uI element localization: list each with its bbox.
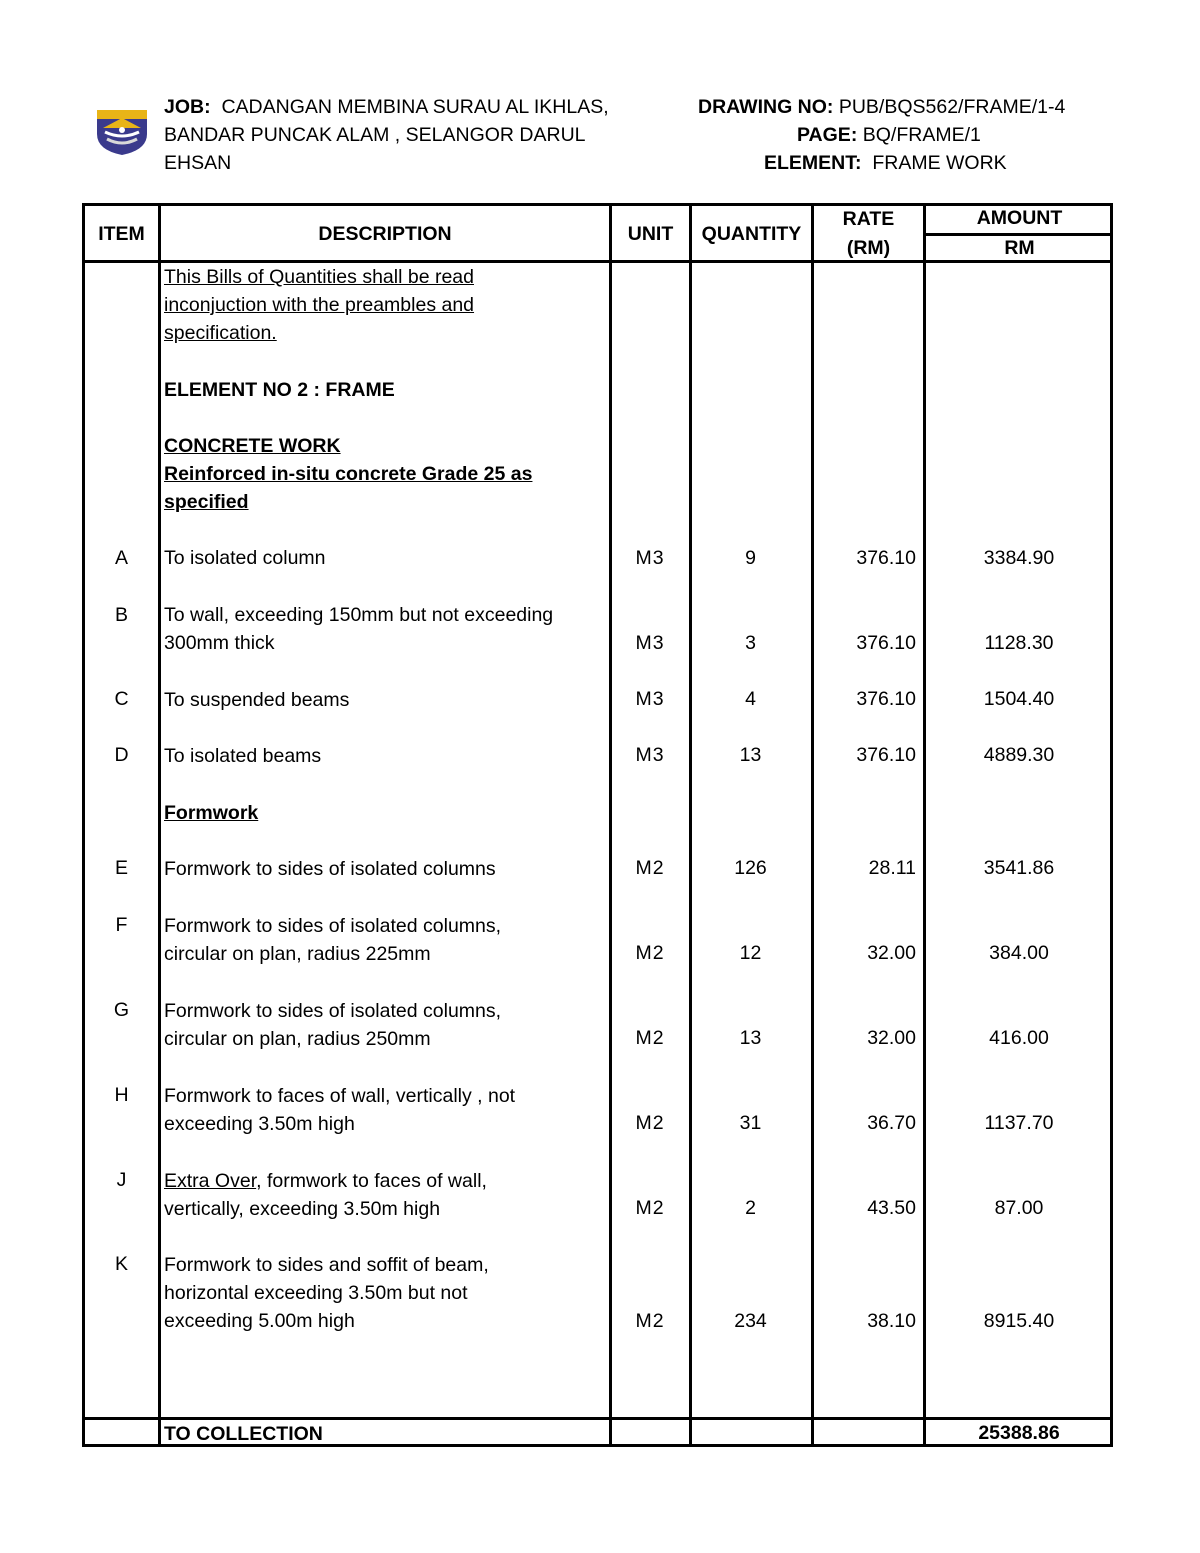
page-value: BQ/FRAME/1 bbox=[862, 124, 981, 146]
row-description bbox=[164, 1167, 604, 1223]
job-line-1: CADANGAN MEMBINA SURAU AL IKHLAS, bbox=[221, 96, 609, 118]
row-unit: M2 bbox=[635, 1197, 665, 1219]
row-description-line: vertically, exceeding 3.50m high bbox=[164, 1198, 441, 1220]
row-unit: M3 bbox=[635, 688, 665, 710]
row-rate: 32.00 bbox=[867, 1027, 916, 1049]
row-item: A bbox=[114, 547, 128, 569]
section-title: Formwork bbox=[164, 802, 259, 824]
row-item: G bbox=[113, 999, 130, 1021]
section-heading-formwork bbox=[164, 799, 604, 827]
row-description bbox=[164, 912, 604, 968]
row-unit: M2 bbox=[635, 1112, 665, 1134]
row-description-line: Formwork to sides of isolated columns, bbox=[164, 1000, 502, 1022]
drawing-label: DRAWING NO: bbox=[698, 96, 834, 118]
col-divider bbox=[689, 206, 692, 1444]
university-crest-logo bbox=[93, 106, 151, 156]
row-description-line: exceeding 5.00m high bbox=[164, 1310, 355, 1332]
row-description bbox=[164, 1082, 604, 1138]
row-description-line: Formwork to sides of isolated columns, bbox=[164, 915, 502, 937]
drawing-value: PUB/BQS562/FRAME/1-4 bbox=[838, 96, 1066, 118]
job-title bbox=[164, 93, 694, 177]
row-amount: 416.00 bbox=[989, 1027, 1049, 1049]
row-description bbox=[164, 601, 604, 657]
row-amount: 3541.86 bbox=[983, 857, 1055, 879]
row-item: H bbox=[114, 1084, 129, 1106]
section-subtitle: specified bbox=[164, 491, 249, 513]
row-quantity: 13 bbox=[739, 1027, 762, 1049]
element-heading: ELEMENT NO 2 : FRAME bbox=[164, 379, 395, 401]
header-description: DESCRIPTION bbox=[318, 223, 452, 245]
row-rate: 32.00 bbox=[867, 942, 916, 964]
row-quantity: 31 bbox=[739, 1112, 762, 1134]
amount-header-divider bbox=[925, 233, 1110, 236]
row-amount: 1137.70 bbox=[984, 1112, 1054, 1134]
row-amount: 8915.40 bbox=[983, 1310, 1055, 1332]
row-rate: 28.11 bbox=[868, 857, 916, 879]
header-amount-unit: RM bbox=[1004, 237, 1035, 259]
header-amount: AMOUNT bbox=[976, 207, 1063, 229]
row-unit: M3 bbox=[635, 632, 665, 654]
row-unit: M2 bbox=[635, 1027, 665, 1049]
section-heading-concrete bbox=[164, 432, 604, 516]
row-description: To isolated column bbox=[164, 547, 326, 569]
preamble-line: specification. bbox=[164, 322, 277, 344]
row-amount: 3384.90 bbox=[983, 547, 1055, 569]
row-description: To suspended beams bbox=[164, 689, 350, 711]
row-unit: M2 bbox=[635, 1310, 665, 1332]
row-description: Formwork to sides of isolated columns bbox=[164, 858, 496, 880]
row-description-line: circular on plan, radius 225mm bbox=[164, 943, 431, 965]
job-label: JOB: bbox=[164, 96, 211, 118]
section-subtitle: Reinforced in-situ concrete Grade 25 as bbox=[164, 463, 533, 485]
row-rate: 36.70 bbox=[867, 1112, 916, 1134]
row-item: E bbox=[114, 857, 128, 879]
row-unit: M2 bbox=[635, 857, 665, 879]
preamble-note bbox=[164, 263, 604, 347]
preamble-line: inconjuction with the preambles and bbox=[164, 294, 475, 316]
row-description-line: Formwork to faces of wall, vertically , not bbox=[164, 1085, 516, 1107]
row-quantity: 3 bbox=[745, 632, 756, 654]
row-description-line: To wall, exceeding 150mm but not exceeding bbox=[164, 604, 554, 626]
preamble-line: This Bills of Quantities shall be read bbox=[164, 266, 474, 288]
row-item: D bbox=[114, 744, 129, 766]
header-quantity: QUANTITY bbox=[701, 223, 802, 245]
col-divider bbox=[609, 206, 612, 1444]
header-item: ITEM bbox=[98, 223, 145, 245]
row-item: J bbox=[116, 1169, 127, 1191]
header-unit: UNIT bbox=[627, 223, 674, 245]
row-unit: M3 bbox=[635, 547, 665, 569]
collection-total: 25388.86 bbox=[978, 1422, 1060, 1444]
header-rate: RATE bbox=[842, 208, 895, 230]
row-unit: M3 bbox=[635, 744, 665, 766]
row-amount: 87.00 bbox=[994, 1197, 1044, 1219]
page-number bbox=[797, 121, 981, 149]
col-divider bbox=[811, 206, 814, 1444]
row-description bbox=[164, 1251, 604, 1335]
to-collection-label: TO COLLECTION bbox=[164, 1423, 323, 1445]
row-description-line: horizontal exceeding 3.50m but not bbox=[164, 1282, 468, 1304]
row-quantity: 4 bbox=[745, 688, 756, 710]
header-rate-unit: (RM) bbox=[846, 237, 891, 259]
row-description-line: Formwork to sides and soffit of beam, bbox=[164, 1254, 489, 1276]
row-description bbox=[164, 997, 604, 1053]
row-quantity: 13 bbox=[739, 744, 762, 766]
row-rate: 376.10 bbox=[856, 547, 916, 569]
extra-over-term: Extra Over bbox=[164, 1170, 257, 1192]
row-item: C bbox=[114, 688, 129, 710]
row-rate: 376.10 bbox=[856, 632, 916, 654]
row-amount: 384.00 bbox=[989, 942, 1049, 964]
element-value: FRAME WORK bbox=[872, 152, 1007, 174]
row-description-line: exceeding 3.50m high bbox=[164, 1113, 355, 1135]
row-rate: 38.10 bbox=[867, 1310, 916, 1332]
row-amount: 1128.30 bbox=[984, 632, 1054, 654]
drawing-number bbox=[698, 93, 1065, 121]
row-amount: 4889.30 bbox=[983, 744, 1055, 766]
row-item: K bbox=[114, 1253, 128, 1275]
element-name bbox=[764, 149, 1007, 177]
row-rate: 43.50 bbox=[867, 1197, 916, 1219]
row-rate: 376.10 bbox=[856, 688, 916, 710]
row-description-line: , formwork to faces of wall, bbox=[256, 1170, 487, 1192]
row-quantity: 2 bbox=[745, 1197, 756, 1219]
row-quantity: 126 bbox=[734, 857, 767, 879]
page-label: PAGE: bbox=[797, 124, 858, 146]
row-description-line: circular on plan, radius 250mm bbox=[164, 1028, 431, 1050]
col-divider bbox=[923, 206, 926, 1444]
row-unit: M2 bbox=[635, 942, 665, 964]
element-label: ELEMENT: bbox=[764, 152, 862, 174]
row-quantity: 12 bbox=[739, 942, 762, 964]
row-item: B bbox=[114, 604, 128, 626]
row-rate: 376.10 bbox=[856, 744, 916, 766]
job-line-3: EHSAN bbox=[164, 152, 232, 174]
row-item: F bbox=[115, 914, 128, 936]
row-amount: 1504.40 bbox=[983, 688, 1055, 710]
section-title: CONCRETE WORK bbox=[164, 435, 341, 457]
row-quantity: 234 bbox=[734, 1310, 767, 1332]
job-line-2: BANDAR PUNCAK ALAM , SELANGOR DARUL bbox=[164, 124, 586, 146]
row-quantity: 9 bbox=[745, 547, 756, 569]
row-description-line: 300mm thick bbox=[164, 632, 275, 654]
row-description: To isolated beams bbox=[164, 745, 322, 767]
